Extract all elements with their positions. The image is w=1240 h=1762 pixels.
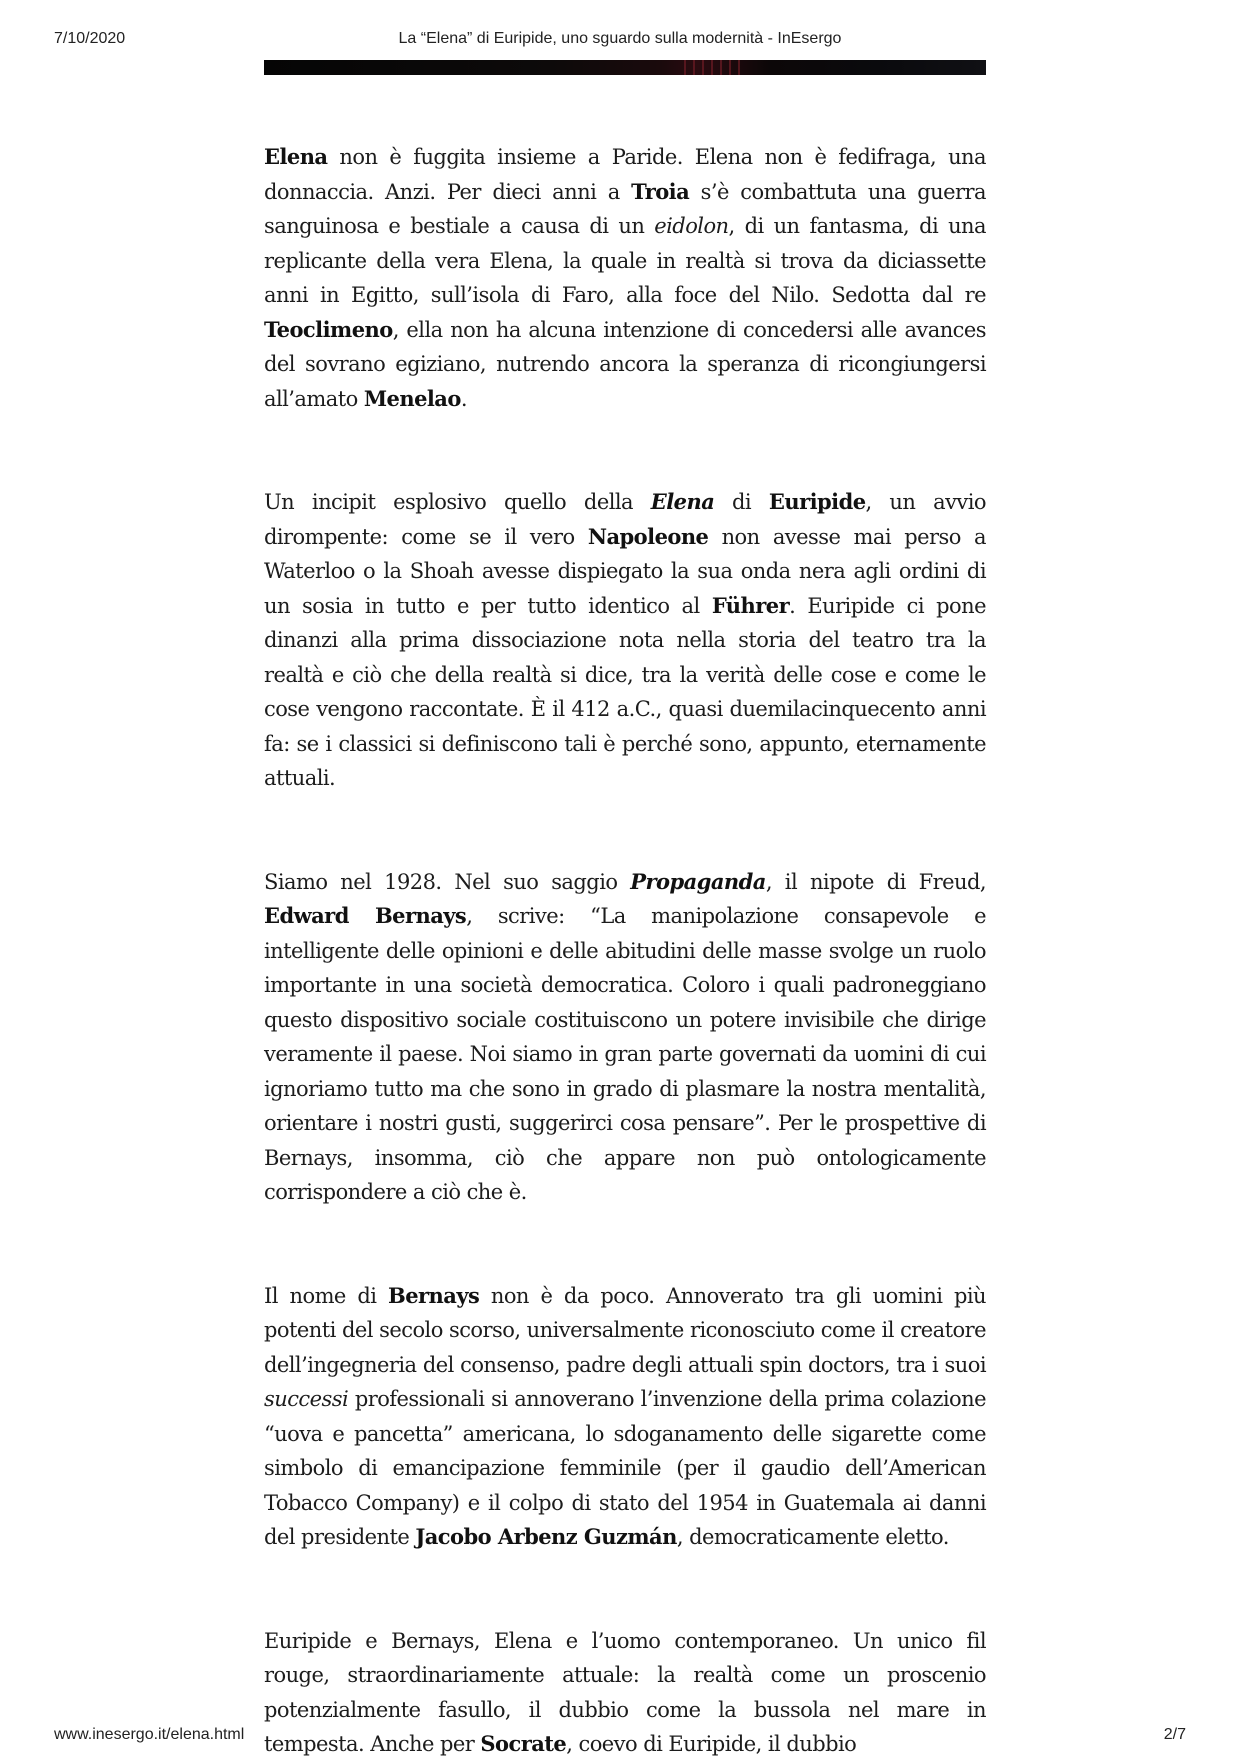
text-run: non è da poco. Annoverato tra gli uomini più potenti del secolo scorso, universalmente riconosciuto come il creatore dell’ingegneria del consenso, padre degli attuali spin doctors, tra i suoi — [264, 1283, 986, 1377]
bold-term: Jacobo Arbenz Guzmán — [415, 1524, 677, 1549]
text-run: . — [460, 386, 467, 411]
bold-term: Menelao — [363, 385, 461, 411]
print-header — [54, 30, 1186, 54]
page-number: 2/7 — [1163, 1726, 1186, 1743]
italic-term: successi — [264, 1387, 349, 1411]
text-run: Euripide e Bernays, Elena e l’uomo contemporaneo. Un unico fil rouge, straordinariamente attuale: la realtà come un proscenio potenzialmente fasullo, il dubbio come la bussola nel mare in tempesta. Anche per — [264, 1628, 986, 1756]
document-title: La “Elena” di Euripide, uno sguardo sulla modernità - InEsergo — [398, 30, 842, 47]
text-run: , scrive: “La manipolazione consapevole e intelligente delle opinioni e delle abitudini delle masse svolge un ruolo importante in una società democratica. Coloro i quali padroneggiano questo dispositivo sociale costituiscono un potere invisibile che dirige veramente il paese. Noi siamo in gran parte governati da uomini di cui ignoriamo tutto ma che sono in grado di plasmare la nostra mentalità, orientare i nostri gusti, suggerirci cosa pensare”. Per le prospettive di Bernays, insomma, ciò che appare non può ontologicamente corrispondere a ciò che è. — [264, 904, 986, 1204]
bold-term: Socrate — [480, 1731, 567, 1756]
text-run: di — [714, 490, 769, 514]
bold-term: Bernays — [388, 1282, 480, 1308]
print-date: 7/10/2020 — [54, 30, 126, 47]
text-run: , democraticamente eletto. — [676, 1525, 949, 1549]
text-run: Il nome di — [264, 1283, 389, 1308]
text-run: Un incipit esplosivo quello della — [264, 490, 651, 514]
paragraph-3 — [264, 865, 986, 1210]
bold-term: Napoleone — [587, 523, 709, 549]
text-run: , di un fantasma, di una replicante della vera Elena, la quale in realtà si trova da diciassette anni in Egitto, sull’isola di Faro, alla foce del Nilo. Sedotta dal re — [264, 214, 987, 307]
print-footer — [54, 1726, 1186, 1748]
text-run: , un avvio dirompente: come se il vero — [264, 490, 987, 549]
text-run: s’è combattuta una guerra sanguinosa e bestiale a causa di un — [264, 179, 986, 238]
article-body — [264, 140, 987, 1756]
italic-term: eidolon — [654, 214, 729, 238]
bold-term: Elena — [264, 144, 328, 169]
paragraph-2 — [264, 485, 986, 796]
bold-term: Teoclimeno — [264, 316, 393, 342]
paragraph-4 — [264, 1279, 986, 1555]
text-run: Siamo nel 1928. Nel suo saggio — [264, 869, 631, 894]
page-url: www.inesergo.it/elena.html — [54, 1726, 245, 1743]
bold-italic-title: Elena — [650, 489, 715, 514]
bold-term: Euripide — [768, 489, 866, 514]
text-run: non avesse mai perso a Waterloo o la Shoah avesse dispiegato la sua onda nera agli ordini di un sosia in tutto e per tutto identico al — [264, 524, 986, 618]
text-run: , coevo di Euripide, il dubbio — [566, 1732, 857, 1756]
bold-term: Edward Bernays — [264, 903, 467, 928]
paragraph-1 — [264, 140, 986, 416]
text-run: . Euripide ci pone dinanzi alla prima dissociazione nota nella storia del teatro tra la realtà e ciò che della realtà si dice, tra la verità delle cose e come le cose vengono raccontate. È il 412 a.C., quasi duemilacinquecento anni fa: se i classici si definiscono tali è perché sono, appunto, eternamente attuali. — [264, 593, 986, 790]
text-run: non è fuggita insieme a Paride. Elena non è fedifraga, una donnaccia. Anzi. Per dieci anni a — [264, 145, 986, 204]
hero-image-strip — [264, 60, 986, 75]
bold-italic-title: Propaganda — [630, 868, 766, 894]
text-run: , ella non ha alcuna intenzione di concedersi alle avances del sovrano egiziano, nutrendo ancora la speranza di ricongiungersi all’amato — [264, 317, 986, 411]
bold-term: Troia — [631, 178, 690, 204]
text-run: , il nipote di Freud, — [765, 869, 986, 894]
bold-term: Führer — [711, 592, 790, 618]
text-run: professionali si annoverano l’invenzione della prima colazione “uova e pancetta” americana, lo sdoganamento delle sigarette come simbolo di emancipazione femminile (per il gaudio dell’American Tobacco Company) e il colpo di stato del 1954 in Guatemala ai danni del presidente — [264, 1387, 986, 1549]
